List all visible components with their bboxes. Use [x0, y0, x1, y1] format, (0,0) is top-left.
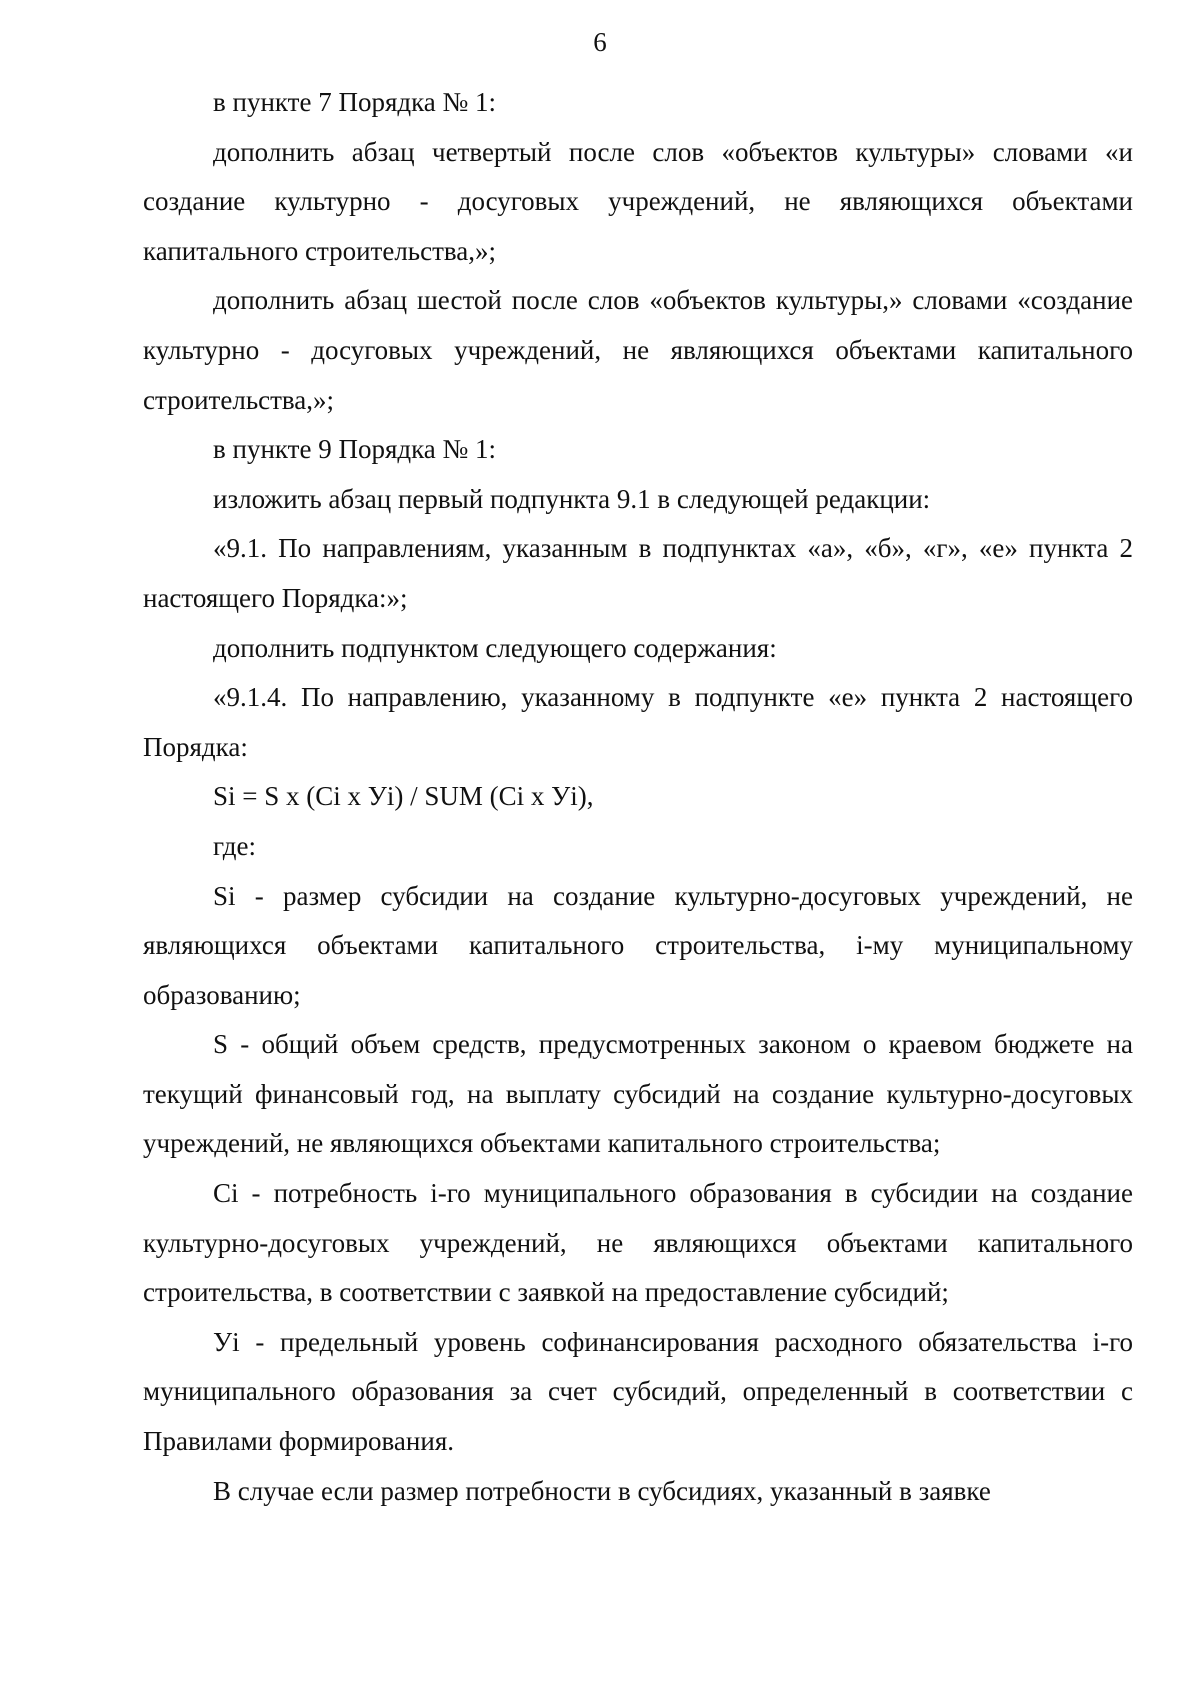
definition-ci: Ci - потребность i-го муниципального образования в субсидии на создание культурно-досуговых учреждений, не являющихся объектами капитального строительства, в соответствии с заявкой на предоставление субсидий; — [143, 1178, 1133, 1308]
paragraph-point-7-intro: в пункте 7 Порядка № 1: — [213, 87, 497, 117]
definition-si: Si - размер субсидии на создание культурно-досуговых учреждений, не являющихся объектами капитального строительства, i-му муниципальному образованию; — [143, 880, 1133, 1010]
paragraph-case-if: В случае если размер потребности в субсидиях, указанный в заявке — [213, 1475, 991, 1506]
paragraph-9-1-4: «9.1.4. По направлению, указанному в подпункте «е» пункта 2 настоящего Порядка: — [143, 682, 1133, 762]
paragraph-where: где: — [213, 830, 256, 861]
paragraph-9-1-text: «9.1. По направлениям, указанным в подпунктах «а», «б», «г», «е» пункта 2 настоящего Порядка:»; — [143, 533, 1133, 613]
page-number: 6 — [593, 27, 607, 57]
definition-ui: Уi - предельный уровень софинансирования расходного обязательства i-го муниципального образования за счет субсидий, определенный в соответствии с Правилами формирования. — [143, 1326, 1133, 1457]
formula: Si = S x (Ci x Уi) / SUM (Ci x Уi), — [213, 781, 594, 812]
paragraph-point-9-intro: в пункте 9 Порядка № 1: — [213, 434, 497, 465]
paragraph-amend-fourth: дополнить абзац четвертый после слов «объектов культуры» словами «и создание культурно - досуговых учреждений, не являющихся объектами капитального строительства,»; — [143, 136, 1133, 266]
paragraph-amend-sixth: дополнить абзац шестой после слов «объектов культуры,» словами «создание культурно - досуговых учреждений, не являющихся объектами капитального строительства,»; — [143, 285, 1133, 415]
paragraph-restate-9-1: изложить абзац первый подпункта 9.1 в следующей редакции: — [213, 483, 931, 514]
document-body — [143, 78, 1133, 1516]
paragraph-add-subpoint: дополнить подпунктом следующего содержания: — [213, 632, 777, 663]
definition-s: S - общий объем средств, предусмотренных законом о краевом бюджете на текущий финансовый год, на выплату субсидий на создание культурно-досуговых учреждений, не являющихся объектами капитального строительства; — [143, 1029, 1133, 1159]
